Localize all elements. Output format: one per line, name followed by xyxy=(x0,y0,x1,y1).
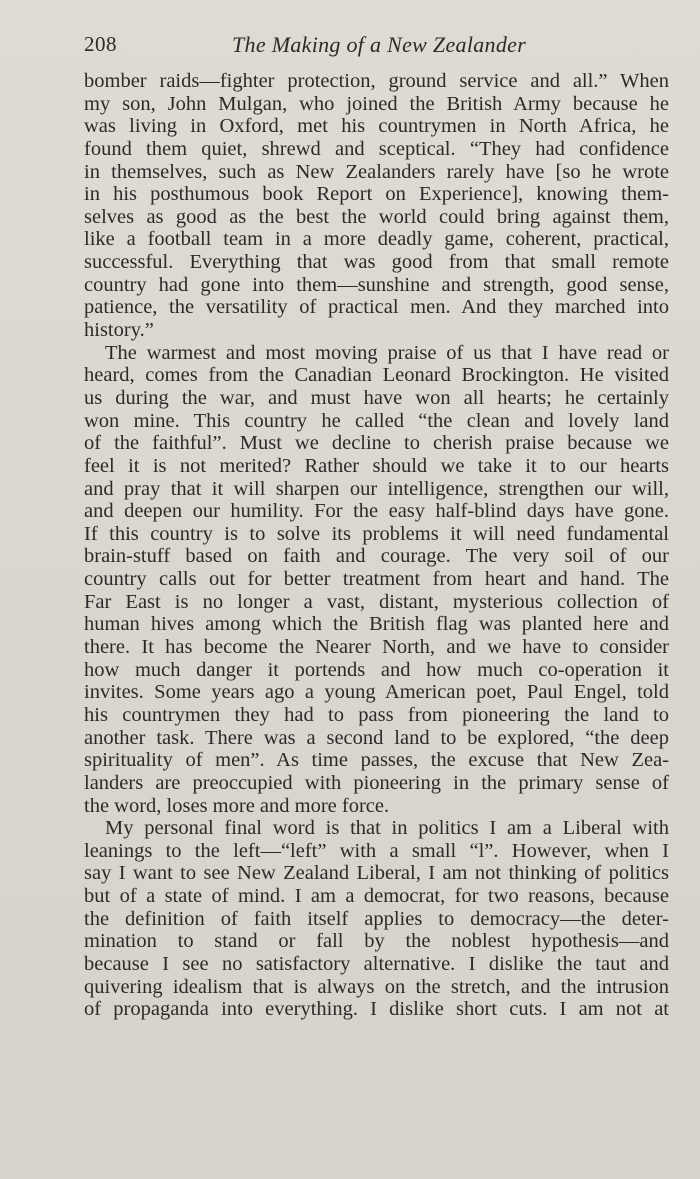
text-line: and pray that it will sharpen our intelligence, strengthen our will, xyxy=(84,477,669,500)
text-line: the definition of faith itself applies to democracy—the deter- xyxy=(84,907,669,930)
page-header xyxy=(84,30,668,62)
body-text xyxy=(84,70,669,1021)
text-line: and deepen our humility. For the easy half-blind days have gone. xyxy=(84,500,669,523)
text-line: my son, John Mulgan, who joined the British Army because he xyxy=(84,92,669,115)
text-line: feel it is not merited? Rather should we take it to our hearts xyxy=(84,454,669,477)
running-title: The Making of a New Zealander xyxy=(232,32,527,57)
text-line: successful. Everything that was good from that small remote xyxy=(84,251,669,274)
text-line: because I see no satisfactory alternative. I dislike the taut and xyxy=(84,952,669,975)
text-line: his countrymen they had to pass from pioneering the land to xyxy=(84,703,669,726)
paragraph-start-line: The warmest and most moving praise of us that I have read or xyxy=(105,341,669,364)
text-line: invites. Some years ago a young American poet, Paul Engel, told xyxy=(84,681,669,704)
paragraph-start-line: My personal final word is that in politics I am a Liberal with xyxy=(105,817,669,840)
paragraph-end-line: the word, loses more and more force. xyxy=(84,794,390,817)
text-line: was living in Oxford, met his countrymen in North Africa, he xyxy=(84,115,669,138)
text-line: mination to stand or fall by the noblest hypothesis—and xyxy=(84,930,669,953)
text-line: us during the war, and must have won all hearts; he certainly xyxy=(84,386,669,409)
text-line: another task. There was a second land to be explored, “the deep xyxy=(84,726,669,749)
text-line: bomber raids—fighter protection, ground service and all.” When xyxy=(84,70,669,92)
text-line: in themselves, such as New Zealanders rarely have [so he wrote xyxy=(84,160,669,183)
text-line: landers are preoccupied with pioneering in the primary sense of xyxy=(84,771,669,794)
text-line: human hives among which the British flag was planted here and xyxy=(84,613,669,636)
text-line: selves as good as the best the world could bring against them, xyxy=(84,205,669,228)
text-line: country calls out for better treatment from heart and hand. The xyxy=(84,568,669,591)
text-line: in his posthumous book Report on Experience], knowing them- xyxy=(84,183,669,206)
text-line: Far East is no longer a vast, distant, mysterious collection of xyxy=(84,590,669,613)
text-line: of the faithful”. Must we decline to cherish praise because we xyxy=(84,432,669,455)
text-line: quivering idealism that is always on the stretch, and the intrusion xyxy=(84,975,669,998)
text-line: leanings to the left—“left” with a small “l”. However, when I xyxy=(84,839,669,862)
text-line: there. It has become the Nearer North, and we have to consider xyxy=(84,636,669,659)
text-line: like a football team in a more deadly game, coherent, practical, xyxy=(84,228,669,251)
text-line: brain-stuff based on faith and courage. The very soil of our xyxy=(84,545,669,568)
page-number: 208 xyxy=(84,32,117,56)
paragraph-end-line: history.” xyxy=(84,319,154,342)
text-line: how much danger it portends and how much co-operation it xyxy=(84,658,669,681)
text-line: country had gone into them—sunshine and strength, good sense, xyxy=(84,273,669,296)
text-line: heard, comes from the Canadian Leonard Brockington. He visited xyxy=(84,364,669,387)
text-line: spirituality of men”. As time passes, the excuse that New Zea- xyxy=(84,749,669,772)
text-line: say I want to see New Zealand Liberal, I am not thinking of politics xyxy=(84,862,669,885)
text-line: patience, the versatility of practical men. And they marched into xyxy=(84,296,669,319)
text-line: won mine. This country he called “the clean and lovely land xyxy=(84,409,669,432)
text-line: of propaganda into everything. I dislike short cuts. I am not at xyxy=(84,998,669,1021)
text-line: If this country is to solve its problems it will need fundamental xyxy=(84,522,669,545)
text-line: but of a state of mind. I am a democrat, for two reasons, because xyxy=(84,885,669,908)
text-line: found them quiet, shrewd and sceptical. “They had confidence xyxy=(84,137,669,160)
